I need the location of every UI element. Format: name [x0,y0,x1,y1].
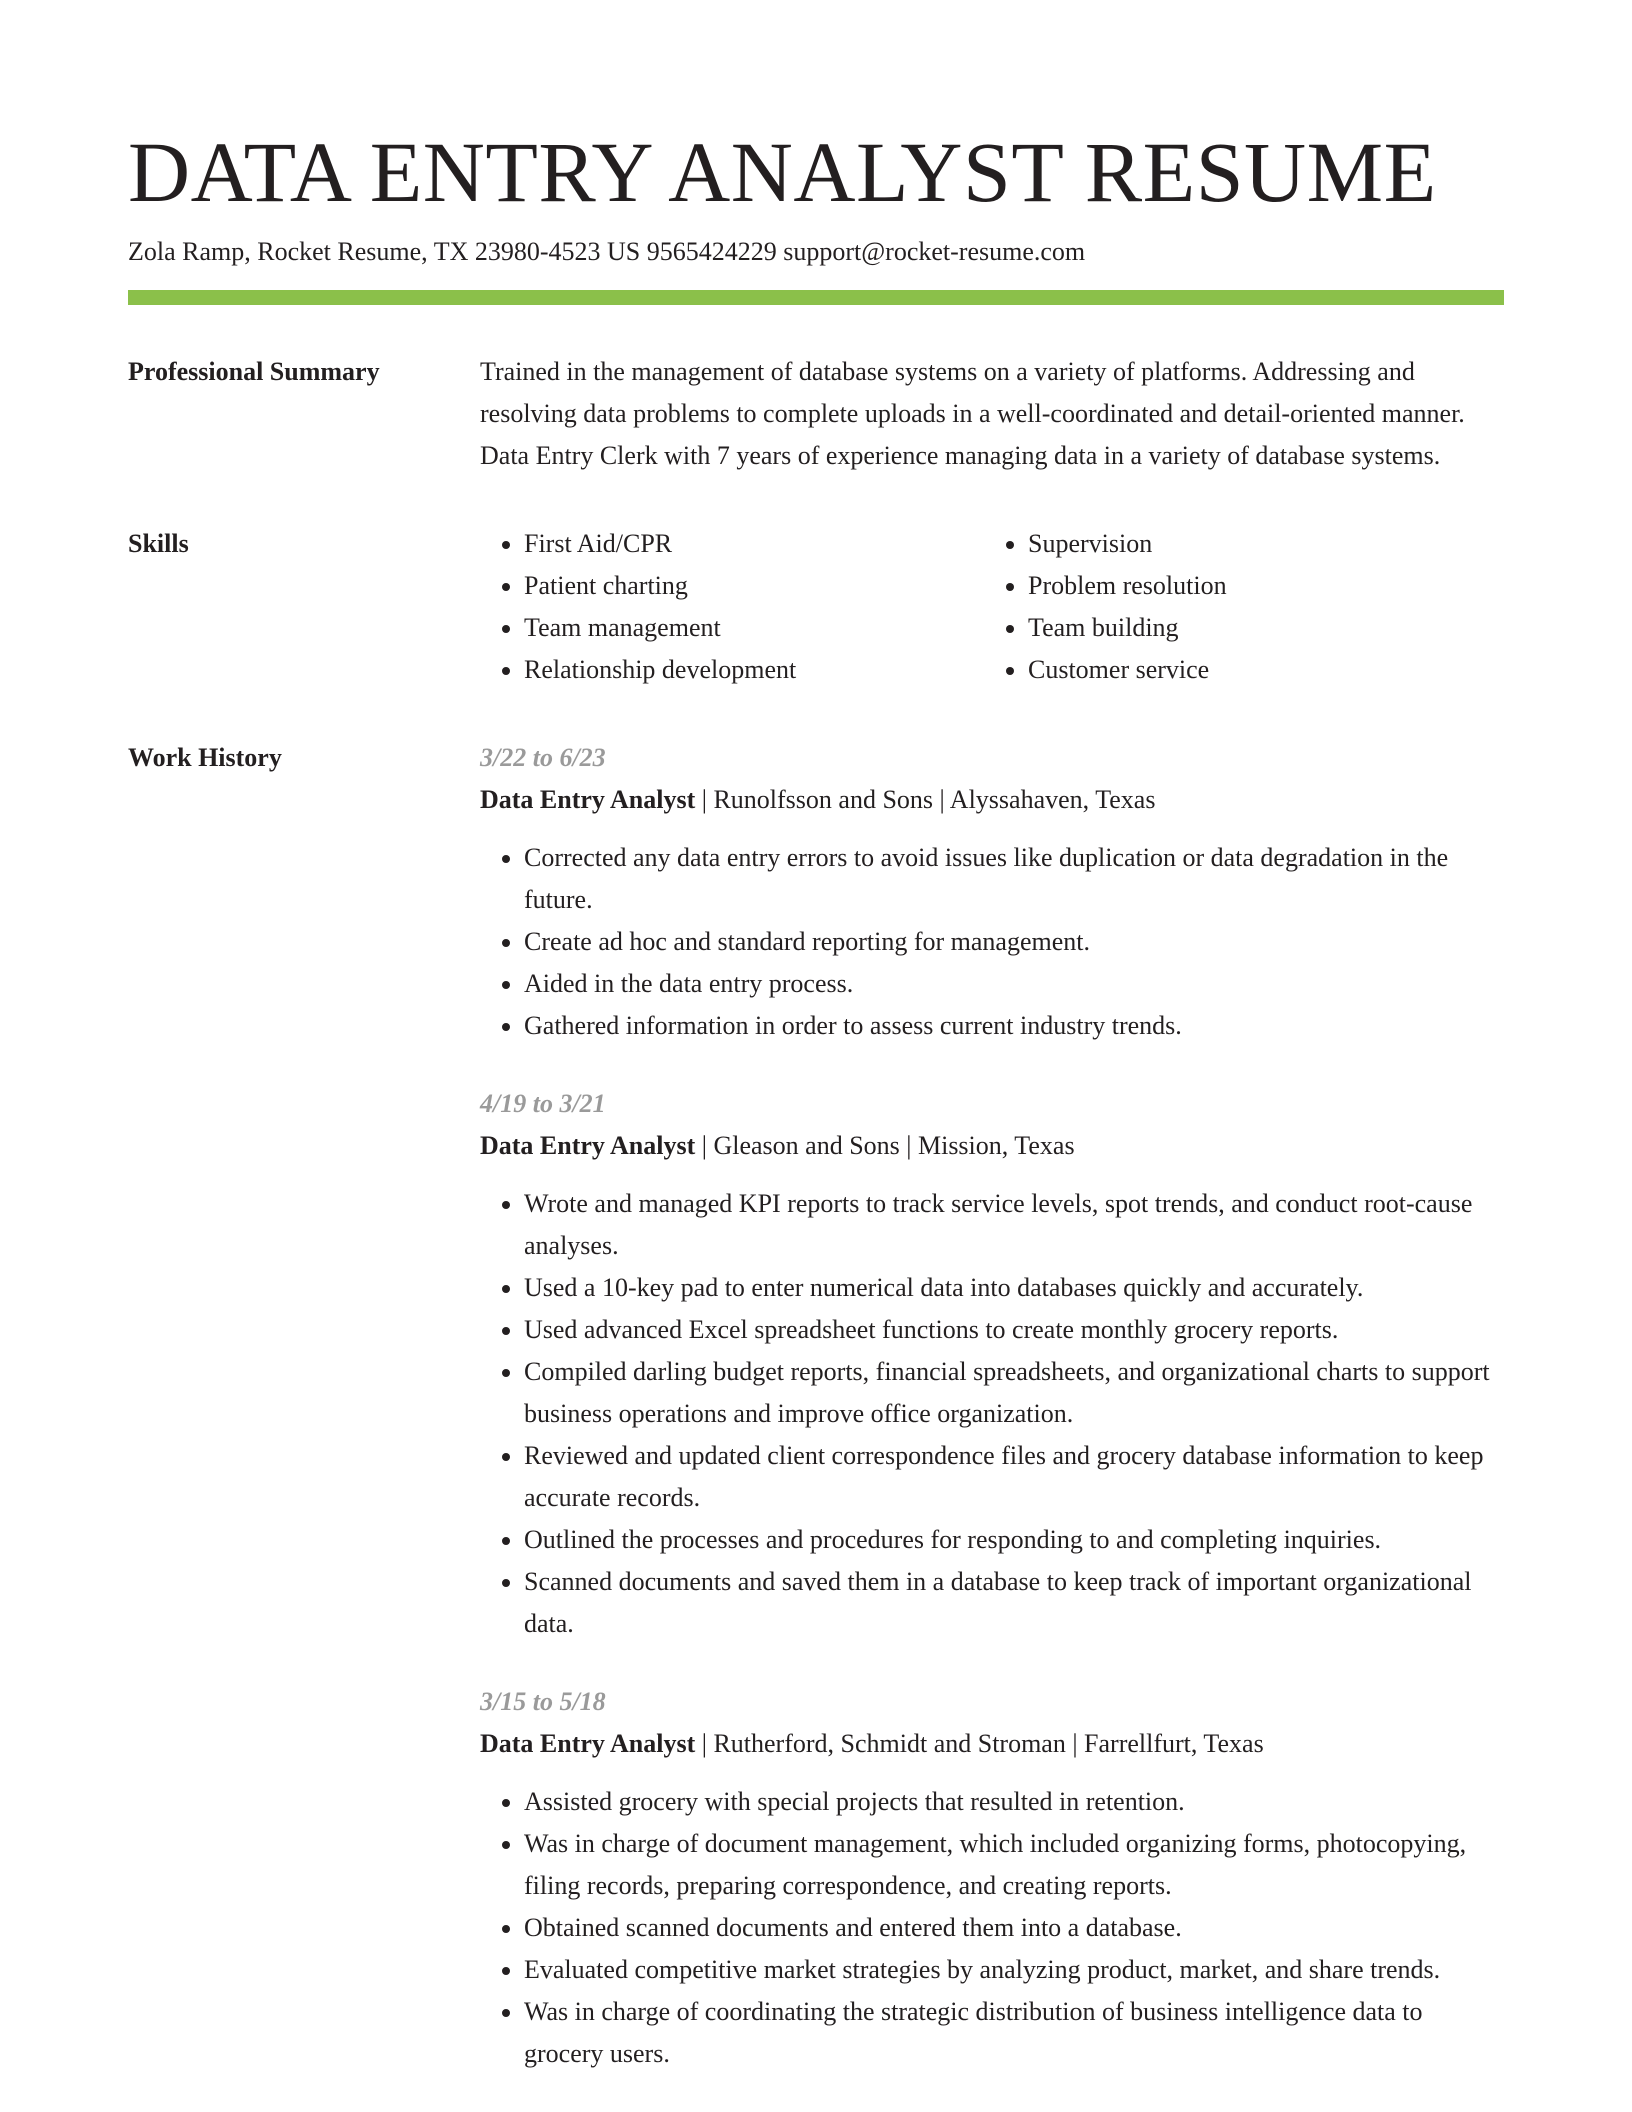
skill-item: • Relationship development [524,649,984,691]
job-entry [480,1681,1504,2075]
job-heading [480,779,1504,821]
job-bullet: • Was in charge of coordinating the strategic distribution of business intelligence data to grocery users. [524,1991,1504,2075]
page-title: DATA ENTRY ANALYST RESUME [128,124,1437,220]
job-bullet: • Used advanced Excel spreadsheet functions to create monthly grocery reports. [524,1309,1504,1351]
summary-text: Trained in the management of database systems on a variety of platforms. Addressing and resolving data problems to complete uploads in a well-coordinated and detail-oriented manner. Data Entry Clerk with 7 years of experience managing data in a variety of database systems. [480,357,1465,470]
job-bullet: • Gathered information in order to assess current industry trends. [524,1005,1504,1047]
job-bullet: • Wrote and managed KPI reports to track service levels, spot trends, and conduct root-cause analyses. [524,1183,1504,1267]
job-title: Data Entry Analyst [480,1131,696,1160]
work-history-label: Work History [128,743,282,772]
skill-item: • First Aid/CPR [524,523,984,565]
job-title: Data Entry Analyst [480,785,696,814]
skills-section [128,529,1504,691]
job-bullet: • Aided in the data entry process. [524,963,1504,1005]
job-title: Data Entry Analyst [480,1729,696,1758]
job-bullet: • Outlined the processes and procedures for responding to and completing inquiries. [524,1519,1504,1561]
job-bullet: • Create ad hoc and standard reporting for management. [524,921,1504,963]
skill-item: • Team building [1028,607,1488,649]
job-bullets [480,1781,1504,2075]
contact-line: Zola Ramp, Rocket Resume, TX 23980-4523 US 9565424229 support@rocket-resume.com [128,237,1086,266]
summary-label: Professional Summary [128,357,380,386]
resume-page [128,118,1504,2075]
job-heading [480,1125,1504,1167]
job-dates: 4/19 to 3/21 [480,1089,606,1118]
job-bullets [480,1183,1504,1645]
skill-item: • Team management [524,607,984,649]
job-bullet: • Used a 10-key pad to enter numerical data into databases quickly and accurately. [524,1267,1504,1309]
job-entry [480,737,1504,1047]
skill-item: • Patient charting [524,565,984,607]
skills-list-left [480,523,984,691]
summary-section [128,357,1504,477]
job-entry [480,1083,1504,1645]
job-bullets [480,837,1504,1047]
job-details: | Rutherford, Schmidt and Stroman | Farrellfurt, Texas [695,1729,1264,1758]
skill-item: • Problem resolution [1028,565,1488,607]
job-bullet: • Obtained scanned documents and entered them into a database. [524,1907,1504,1949]
skill-item: • Customer service [1028,649,1488,691]
job-bullet: • Scanned documents and saved them in a database to keep track of important organizational data. [524,1561,1504,1645]
header-divider [128,290,1504,305]
job-bullet: • Corrected any data entry errors to avoid issues like duplication or data degradation in the future. [524,837,1504,921]
job-bullet: • Compiled darling budget reports, financial spreadsheets, and organizational charts to support business operations and improve office organization. [524,1351,1504,1435]
job-bullet: • Assisted grocery with special projects that resulted in retention. [524,1781,1504,1823]
job-bullet: • Evaluated competitive market strategies by analyzing product, market, and share trends. [524,1949,1504,1991]
job-details: | Gleason and Sons | Mission, Texas [695,1131,1075,1160]
skills-label: Skills [128,529,189,558]
job-heading [480,1723,1504,1765]
job-dates: 3/22 to 6/23 [480,743,606,772]
job-details: | Runolfsson and Sons | Alyssahaven, Texas [695,785,1156,814]
skills-list-right [984,523,1488,691]
job-bullet: • Was in charge of document management, which included organizing forms, photocopying, filing records, preparing correspondence, and creating reports. [524,1823,1504,1907]
job-bullet: • Reviewed and updated client correspondence files and grocery database information to keep accurate records. [524,1435,1504,1519]
skill-item: • Supervision [1028,523,1488,565]
work-history-section [128,743,1504,2075]
job-dates: 3/15 to 5/18 [480,1687,606,1716]
